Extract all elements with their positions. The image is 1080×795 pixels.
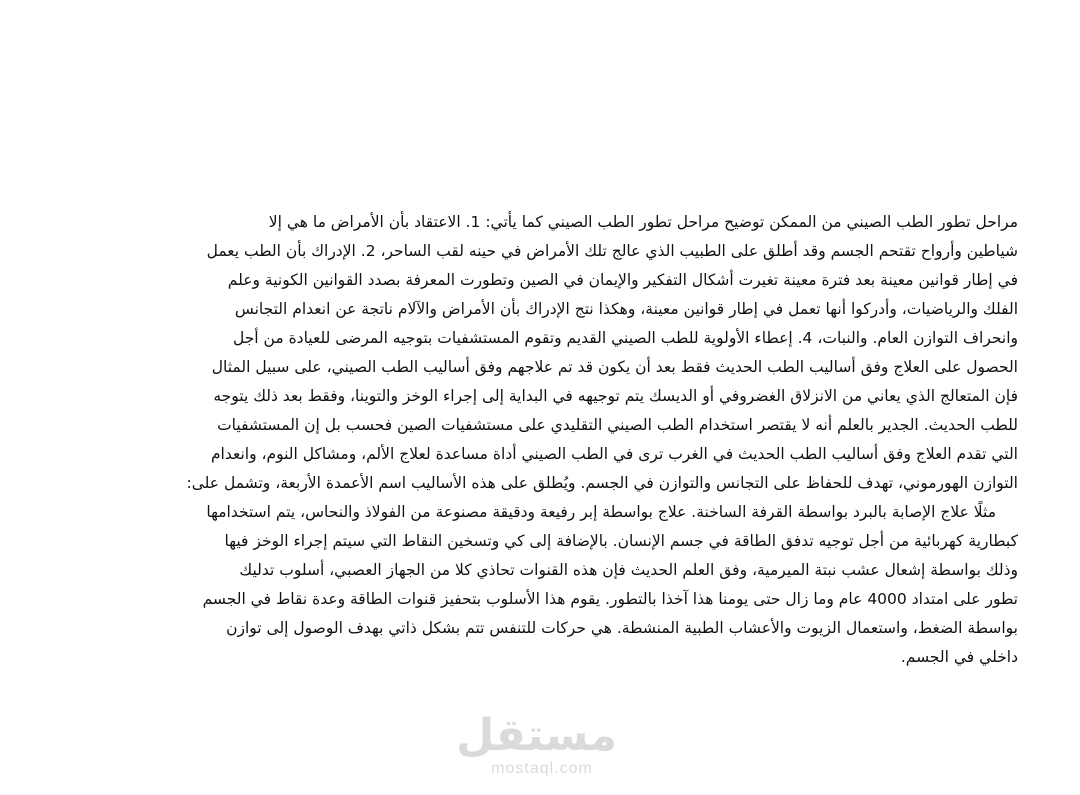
text-line: تطور على امتداد 4000 عام وما زال حتى يومنا هذا آخذا بالتطور. يقوم هذا الأسلوب بتحفيز قنوات الطاقة وعدة نقاط في الجسم (202, 590, 1018, 608)
text-line: في إطار قوانين معينة بعد فترة معينة تغيرت أشكال التفكير والإيمان في الصين وتطورت المعرفة بصدد القوانين الكونية وعلم (227, 271, 1018, 289)
article-body (172, 208, 1018, 672)
text-line: داخلي في الجسم. (900, 648, 1018, 666)
text-line: فإن المتعالج الذي يعاني من الانزلاق الغضروفي أو الديسك يتم توجيهه في البداية إلى إجراء الوخز والتوينا، وفقط بعد ذلك يتوجه (213, 387, 1018, 405)
text-line: كبطارية كهربائية من أجل توجيه تدفق الطاقة في جسم الإنسان. بالإضافة إلى كي وتسخين النقاط التي سيتم إجراء الوخز فيها (224, 532, 1018, 550)
text-line: وذلك بواسطة إشعال عشب نبتة الميرمية، وفق العلم الحديث فإن هذه القنوات تحاذي كلا من الجهاز العصبي، أسلوب تدليك (239, 561, 1018, 579)
mostaql-watermark (456, 710, 617, 778)
watermark-url: mostaql.com (491, 760, 593, 777)
text-line: الحصول على العلاج وفق أساليب الطب الحديث فقط بعد أن يكون قد تم علاجهم وفق أساليب الطب الصيني، على سبيل المثال (211, 358, 1018, 376)
text-line: التي تقدم العلاج وفق أساليب الطب الحديث في الغرب ترى في الطب الصيني أداة مساعدة لعلاج الألم، ومشاكل النوم، وانعدام (210, 445, 1018, 463)
text-line: للطب الحديث. الجدير بالعلم أنه لا يقتصر استخدام الطب الصيني التقليدي على مستشفيات الصين فحسب بل إن المستشفيات (217, 416, 1018, 434)
text-line: وانحراف التوازن العام. والنبات، 4. إعطاء الأولوية للطب الصيني القديم وتقوم المستشفيات بتوجيه المرضى للعيادة من أجل (232, 329, 1018, 347)
text-line: الفلك والرياضيات، وأدركوا أنها تعمل في إطار قوانين معينة، وهكذا نتج الإدراك بأن الأمراض والآلام ناتجة عن انعدام التجانس (234, 300, 1018, 318)
text-line: شياطين وأرواح تقتحم الجسم وقد أطلق على الطبيب الذي عالج تلك الأمراض في حينه لقب الساحر، 2. الإدراك بأن الطب يعمل (206, 242, 1018, 260)
text-line: مثلًا علاج الإصابة بالبرد بواسطة القرفة الساخنة. علاج بواسطة إبر رفيعة ودقيقة مصنوعة من الفولاذ والنحاس، يتم استخدامها (206, 503, 996, 521)
text-line: بواسطة الضغط، واستعمال الزيوت والأعشاب الطبية المنشطة. هي حركات للتنفس تتم بشكل ذاتي بهدف الوصول إلى توازن (226, 619, 1018, 637)
text-line: مراحل تطور الطب الصيني من الممكن توضيح مراحل تطور الطب الصيني كما يأتي: 1. الاعتقاد بأن الأمراض ما هي إلا (268, 213, 1018, 231)
text-line: التوازن الهورموني، تهدف للحفاظ على التجانس والتوازن في الجسم. ويُطلق على هذه الأساليب اسم الأعمدة الأربعة، وتشمل على: (186, 474, 1018, 492)
watermark-logo: مستقل (456, 710, 617, 761)
